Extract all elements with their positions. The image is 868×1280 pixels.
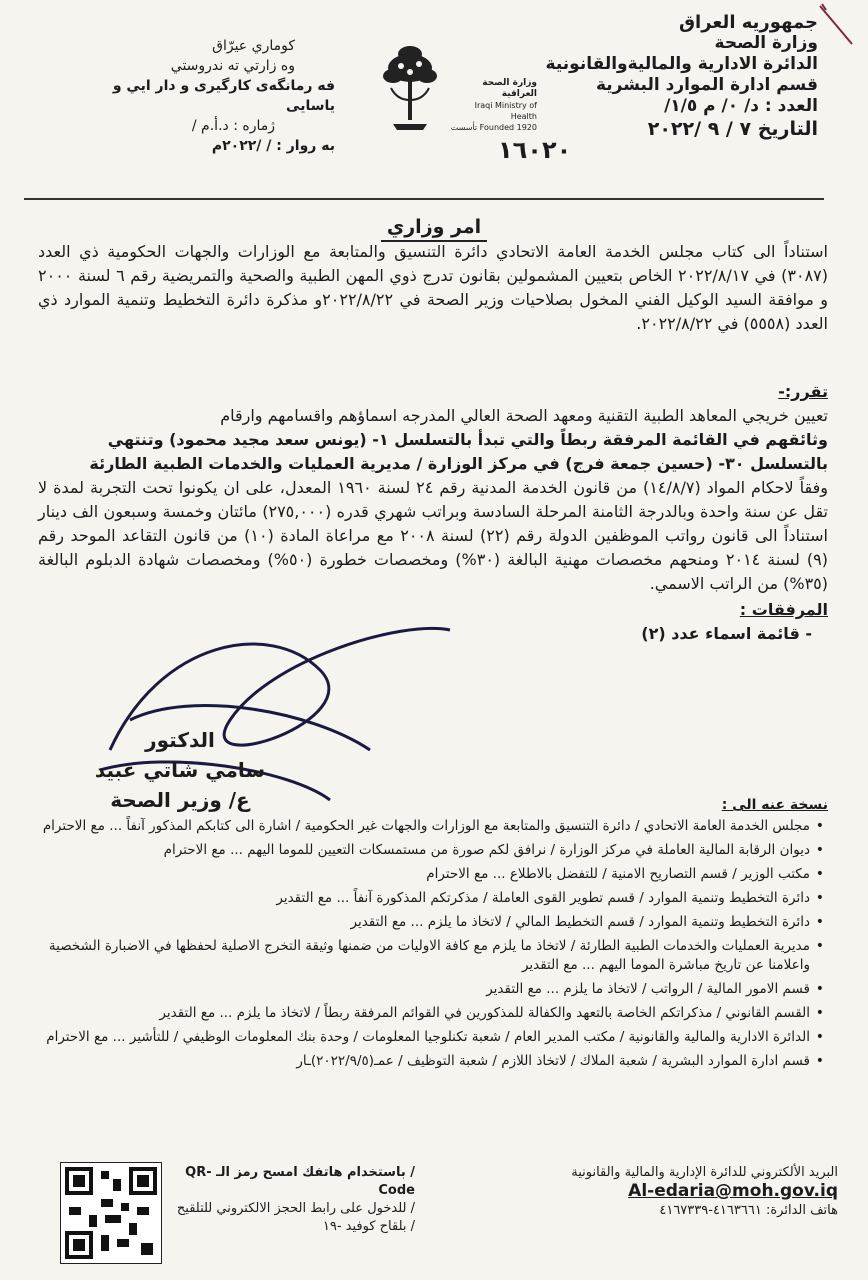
signature-name: سامي شاتي عبيد [94,758,266,782]
signature-position: ع/ وزير الصحة [110,788,250,812]
copy-item: • القسم القانوني / مذكراتكم الخاصة بالتعهد والكفالة للمذكورين في القوائم المرفقة ربطاً / لاتخاذ ما يلزم ... مع التقدير [18,1004,810,1023]
kurdish-country: كوماري عيرّاق [212,38,295,54]
decision-line-1: تعيين خريجي المعاهد الطبية التقنية ومعهد الصحة العالي المدرجه اسماؤهم واقسامهم وارقام [220,406,828,425]
copy-item: • مديرية العمليات والخدمات الطبية الطارئة / لاتخاذ ما يلزم مع كافة الاوليات من ضمنها وثيقة التخرج الاصلية لحفظها في الاضبارة الشخصية واعلامنا عن تاريخ مباشرة الموما اليهم ... مع التقدير [18,937,810,975]
reference-number: العدد : د/ ٠/ م ١/٥/ [664,96,818,116]
section-name: قسم ادارة الموارد البشرية [595,75,818,95]
copy-item: • مجلس الخدمة العامة الاتحادي / دائرة التنسيق والمتابعة مع الوزارات والجهات غير الحكومية / اشارة الى كتابكم المذكور آنفاً ... مع الاحترام [18,817,810,836]
copy-item: • دائرة التخطيط وتنمية الموارد / قسم تطوير القوى العاملة / مذكرتكم المذكورة آنفاً ... مع التقدير [18,889,810,908]
decision-line-3: بالتسلسل ٣٠- (حسين جمعة فرج) في مركز الوزارة / مديرية العمليات والخدمات الطبية الطارئة [89,454,828,473]
decision-line-2: وثائقهم في القائمة المرفقة ربطاً والتي تبدأ بالتسلسل ١- (يونس سعد مجيد محمود) وتنتهي [107,430,828,449]
signature-title: الدكتور [145,728,215,752]
footer-contact [538,1164,838,1220]
preamble [38,240,828,336]
title-text: امر وزاري [381,216,487,242]
copy-item: • ديوان الرقابة المالية العاملة في مركز الوزارة / نرافق لكم صورة من مستمسكات التعيين للموما اليهم ... مع الاحترام [18,841,810,860]
department-name: الدائرة الادارية والماليةوالقانونية [545,54,818,74]
header-left [105,36,335,156]
logo-text [447,78,537,133]
handwritten-number: ١٦٠٢٠ [498,136,572,164]
phone-number: هاتف الدائرة: ٤١٦٣٦٦١-٤١٦٧٣٣٩ [659,1203,838,1218]
ministry-name: وزارة الصحة [714,33,818,53]
qr-code-icon[interactable] [60,1162,162,1264]
copies-section [18,796,828,1076]
decision-heading: تقرر:- [778,382,828,401]
decision-section [38,380,828,646]
email-label: البريد الألكتروني للدائرة الإدارية والمالية والقانونية [571,1165,838,1180]
qr-line-1: / باستخدام هاتفك امسح رمز الـ QR-Code [185,1165,415,1198]
copy-item: • قسم ادارة الموارد البشرية / شعبة الملاك / لاتخاذ اللازم / شعبة التوظيف / عمـ(٢٠٢٢/٩/٥)ـار [18,1052,810,1071]
ministry-logo [375,40,535,135]
qr-instructions [175,1164,415,1236]
kurdish-department: فه رمانگه‌ى كارگيرى و دار ايي و ياسايى [112,78,335,114]
copy-item: • مكتب الوزير / قسم التصاريح الامنية / للتفضل بالاطلاع ... مع الاحترام [18,865,810,884]
qr-line-3: / بلقاح كوفيد -١٩ [322,1219,415,1234]
kurdish-ministry: وه زارتي ته ندروستي [170,58,295,74]
attachment-item: - قائمة اسماء عدد (٢) [641,624,812,643]
copies-list [18,817,828,1071]
header-divider [24,198,824,200]
logo-english: Iraqi Ministry of Health [474,101,537,121]
document-date: التاريخ ٧ / ٩ /٢٠٢٢ [647,118,818,140]
logo-founded: Founded 1920 تأسست [450,123,537,132]
qr-line-2: / للدخول على رابط الحجز الالكتروني للتلقيح [176,1201,415,1216]
copy-item: • دائرة التخطيط وتنمية الموارد / قسم التخطيط المالي / لاتخاذ ما يلزم ... مع التقدير [18,913,810,932]
tree-emblem-icon [375,40,445,132]
attachments-heading: المرفقات : [739,600,828,619]
kurdish-number: ژماره : د.أ.م / [191,118,275,134]
email-link[interactable]: Al-edaria@moh.gov.iq [628,1181,838,1201]
kurdish-date: به روار : / /٢٠٢٢م [211,138,335,154]
country-name: جمهوريه العراق [678,12,818,33]
header-right [498,12,818,164]
copy-item: • الدائرة الادارية والمالية والقانونية / مكتب المدير العام / شعبة تكنلوجيا المعلومات / وحدة بنك المعلومات الوظيفي / للتأشير ... مع الاحترام [18,1028,810,1047]
footer [0,1158,868,1268]
copy-item: • قسم الامور المالية / الرواتب / لاتخاذ ما يلزم ... مع التقدير [18,980,810,999]
preamble-text: استناداً الى كتاب مجلس الخدمة العامة الاتحادي دائرة التنسيق والمتابعة مع الوزارات والجهات الحكومية ذي العدد (٣٠٨٧) في ٢٠٢٢/٨/١٧ الخاص بتعيين المشمولين بقانون تدرج ذوي المهن الطبية والصحية والتمريضية رقم ٦ لسنة ٢٠٠٠ و موافقة السيد الوكيل الفني المخول بصلاحيات وزير الصحة في ٢٠٢٢/٨/٢٢و مذكرة دائرة التخطيط وتنمية الموارد ذي العدد (٥٥٥٨) في ٢٠٢٢/٨/٢٢. [38,242,828,333]
document-title [0,216,868,238]
logo-arabic: وزارة الصحة العراقية [482,78,537,99]
copies-heading: نسخة عنه الى : [721,797,828,813]
decision-paragraph: وفقاً لاحكام المواد (١٤/٨/٧) من قانون الخدمة المدنية رقم ٢٤ لسنة ١٩٦٠ المعدل، على ان يكونوا تحت التجربة لمدة لا تقل عن سنة واحدة وبالدرجة الثامنة المرحلة السادسة وبراتب شهري قدره (٢٧٥,٠٠٠) مائتان وخمسة وسبعون الف دينار استناداً الى قانون رواتب الموظفين الدولة رقم (٢٢) لسنة ٢٠٠٨ مع مراعاة المادة (١٠) من قانون التقاعد الموحد رقم (٩) لسنة ٢٠١٤ ومنحهم مخصصات مهنية البالغة (٣٠%) ومخصصات خطورة (٥٠%) ومخصصات شهادة الدبلوم البالغة (٣٥%) من الراتب الاسمي. [38,478,829,593]
